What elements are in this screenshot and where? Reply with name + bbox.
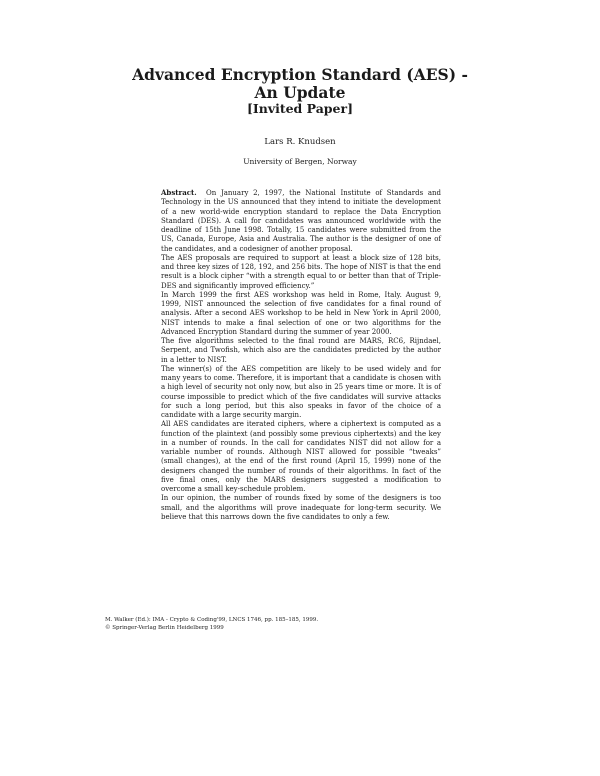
abstract [161,188,441,522]
author-name: Lars R. Knudsen [264,137,336,147]
abstract-heading: Abstract. [161,188,197,197]
abstract-paragraph: The AES proposals are required to support at least a block size of 128 bits, and three key sizes of 128, 192, and 256 bits. The hope of NIST is that the end result is a block cipher “with a strength equal to or better than that of Triple-DES and significantly improved efficiency.” [161,253,441,290]
paper-title-line-1: Advanced Encryption Standard (AES) - [132,65,468,84]
citation-line: M. Walker (Ed.): IMA - Crypto & Coding'99, LNCS 1746, pp. 185–185, 1999. [105,617,319,623]
abstract-paragraph: In our opinion, the number of rounds fixed by some of the designers is too small, and the algorithms will prove inadequate for long-term security. We believe that this narrows down the five candidates to only a few. [161,494,441,521]
paper-subtitle: [Invited Paper] [246,101,354,116]
footnote [105,616,505,632]
paper-title-line-2: An Update [254,83,346,102]
author-affiliation: University of Bergen, Norway [243,157,357,166]
abstract-paragraph: The five algorithms selected to the final round are MARS, RC6, Rijndael, Serpent, and Twofish, which also are the candidates predicted by the author in a letter to NIST. [161,337,441,364]
abstract-text: On January 2, 1997, the National Institute of Standards and Technology in the US announced that they intend to initiate the development of a new world-wide encryption standard to replace the Data Encryption Standard (DES). A call for candidates was announced worldwide with the deadline of 15th June 1998. Totally, 15 candidates were submitted from the US, Canada, Europe, Asia and Australia. The author is the designer of one of the candidates, and a codesigner of another proposal. [161,189,442,253]
abstract-paragraph: The winner(s) of the AES competition are likely to be used widely and for many years to come. Therefore, it is important that a candidate is chosen with a high level of security not only now, but also in 25 years time or more. It is of course impossible to predict which of the five candidates will survive attacks for such a long period, but this also speaks in favor of the choice of a candidate with a large security margin. [161,364,441,419]
abstract-paragraph: All AES candidates are iterated ciphers, where a ciphertext is computed as a function of the plaintext (and possibly some previous ciphertexts) and the key in a number of rounds. In the call for candidates NIST did not allow for a variable number of rounds. Although NIST allowed for possible “tweaks” (small changes), at the end of the first round (April 15, 1999) none of the designers changed the number of rounds of their algorithms. In fact of the five final ones, only the MARS designers suggested a modification to overcome a small key-schedule problem. [161,420,441,493]
abstract-paragraph: In March 1999 the first AES workshop was held in Rome, Italy. August 9, 1999, NIST announced the selection of five candidates for a final round of analysis. After a second AES workshop to be held in New York in April 2000, NIST intends to make a final selection of one or two algorithms for the Advanced Encryption Standard during the summer of year 2000. [161,290,441,336]
copyright-line: © Springer-Verlag Berlin Heidelberg 1999 [105,625,224,631]
abstract-paragraph [161,188,441,254]
